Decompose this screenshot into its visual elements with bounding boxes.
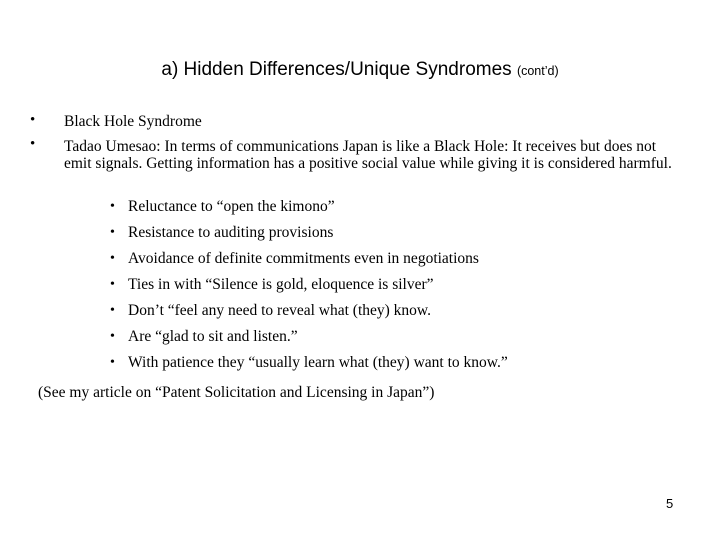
- sub-bullet-marker: •: [110, 329, 115, 344]
- sub-bullet-text: Resistance to auditing provisions: [128, 224, 334, 241]
- sub-bullet-marker: •: [110, 355, 115, 370]
- sub-bullet-text: With patience they “usually learn what (they) want to know.”: [128, 354, 508, 371]
- sub-bullet-text: Don’t “feel any need to reveal what (they) know.: [128, 302, 431, 319]
- title-text: a) Hidden Differences/Unique Syndromes: [161, 59, 512, 80]
- bullet-marker: •: [30, 112, 36, 128]
- bullet-marker: •: [30, 136, 36, 152]
- sub-bullet-marker: •: [110, 251, 115, 266]
- sub-bullet-marker: •: [110, 225, 115, 240]
- sub-bullet-text: Reluctance to “open the kimono”: [128, 198, 335, 215]
- sub-bullet-text: Avoidance of definite commitments even in negotiations: [128, 250, 479, 267]
- sub-bullet-text: Are “glad to sit and listen.”: [128, 328, 298, 345]
- article-note: (See my article on “Patent Solicitation and Licensing in Japan”): [38, 384, 435, 401]
- sub-bullet-marker: •: [110, 199, 115, 214]
- bullet-text-umesao-quote: Tadao Umesao: In terms of communications Japan is like a Black Hole: It receives but does not emit signals. Getting information has a positive social value while giving it is considered harmful.: [64, 138, 672, 172]
- slide-title: [0, 56, 720, 85]
- bullet-text-black-hole-syndrome: Black Hole Syndrome: [64, 113, 202, 130]
- title-suffix: (cont’d): [516, 64, 559, 78]
- sub-bullet-marker: •: [110, 277, 115, 292]
- sub-bullet-text: Ties in with “Silence is gold, eloquence is silver”: [128, 276, 434, 293]
- sub-bullet-marker: •: [110, 303, 115, 318]
- page-number: 5: [666, 496, 674, 511]
